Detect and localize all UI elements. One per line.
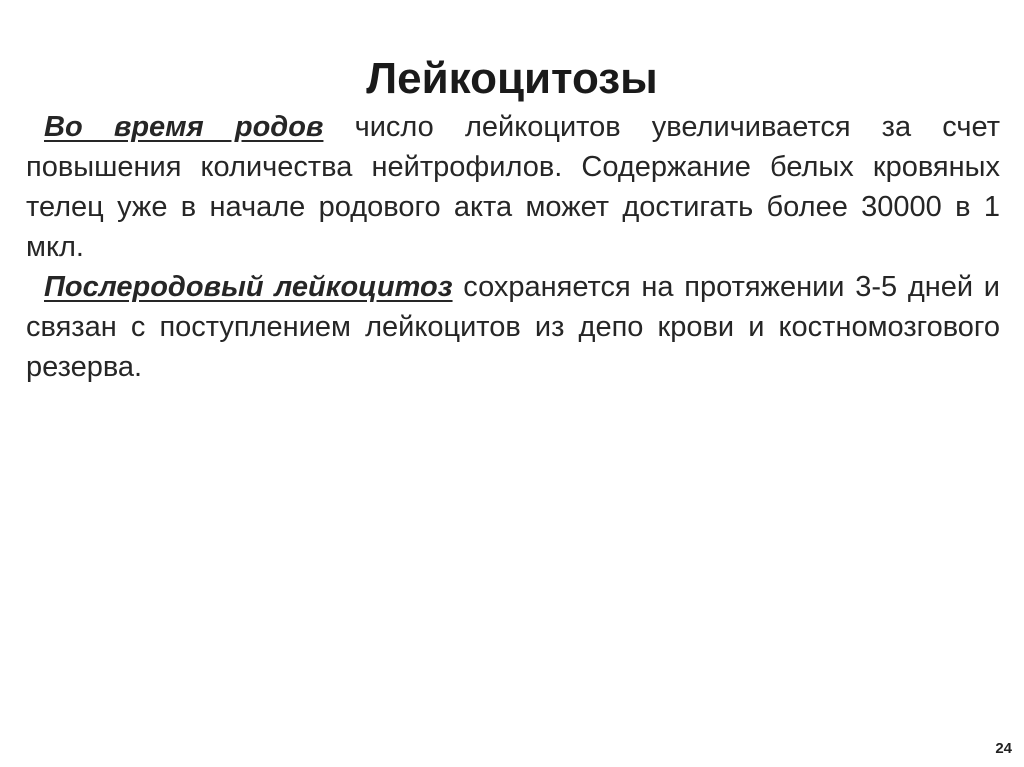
page-number: 24 (995, 740, 1012, 757)
paragraph-postpartum (26, 267, 1000, 387)
paragraph-text-postpartum: сохраняется на протяжении 3-5 дней и связан с поступлением лейкоцитов из депо крови и костномозгового резерва. (26, 271, 1001, 383)
slide-body (26, 107, 1000, 387)
paragraph-lead-postpartum: Послеродовый лейкоцитоз (44, 271, 453, 303)
slide-title: Лейкоцитозы (366, 54, 658, 104)
paragraph-lead-labor: Во время родов (44, 111, 324, 143)
paragraph-text-labor: число лейкоцитов увеличивается за счет повышения количества нейтрофилов. Содержание белых кровяных телец уже в начале родового акта может достигать более 30000 в 1 мкл. (26, 111, 1000, 263)
paragraph-labor (26, 107, 1000, 267)
